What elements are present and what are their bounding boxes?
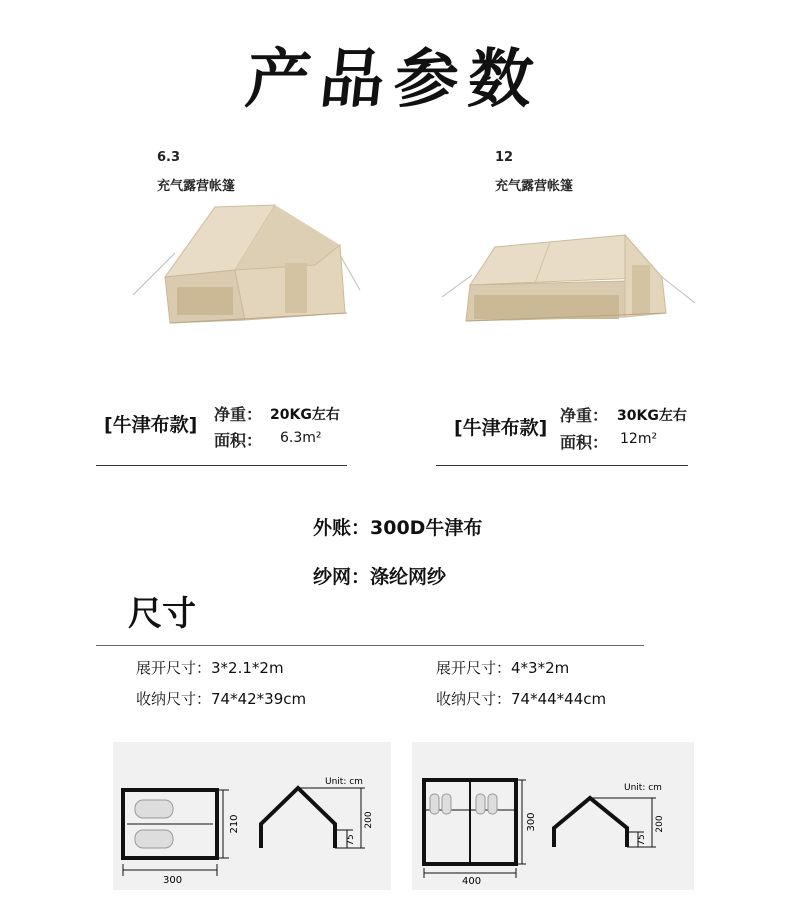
product-2-divider <box>436 465 688 466</box>
page-title: 产品参数 <box>242 42 547 117</box>
dimension-drawing-small <box>113 742 391 890</box>
sleeping-pad-icon <box>476 794 485 814</box>
wall-height-label: 75 <box>637 834 647 846</box>
tent-photo-large <box>440 225 700 335</box>
sleeping-pad-icon <box>135 830 173 848</box>
product-2-weight-value: 30KG左右 <box>617 408 687 424</box>
product-2-weight-key: 净重： <box>560 406 609 425</box>
tent-photo-small <box>125 195 365 330</box>
product-2-area-value: 12m² <box>620 431 658 447</box>
tent-profile-outline <box>554 798 627 847</box>
product-1-area-value: 6.3m² <box>280 430 322 446</box>
product-1-name: 充气露营帐篷 <box>157 179 236 194</box>
sleeping-pad-icon <box>488 794 497 814</box>
product-1-number: 6.3 <box>157 150 181 165</box>
dimension-drawing-large <box>412 742 694 890</box>
product-1-divider <box>96 465 347 466</box>
left-unfolded-size: 展开尺寸：3*2.1*2m <box>136 659 284 677</box>
unit-label: Unit: cm <box>325 777 363 787</box>
product-2-name: 充气露营帐篷 <box>495 179 574 194</box>
material-mesh: 纱网：涤纶网纱 <box>313 566 447 588</box>
sleeping-pad-icon <box>442 794 451 814</box>
sleeping-pad-icon <box>430 794 439 814</box>
product-2-variant: [牛津布款] <box>454 417 548 439</box>
product-2-area-key: 面积： <box>560 433 609 452</box>
tent-profile-outline <box>261 788 335 848</box>
wall-height-label: 75 <box>346 834 356 846</box>
product-1-variant: [牛津布款] <box>104 414 198 436</box>
plan-width-label: 300 <box>163 875 183 886</box>
right-packed-size: 收纳尺寸：74*44*44cm <box>436 690 607 708</box>
right-unfolded-size: 展开尺寸：4*3*2m <box>436 659 570 677</box>
size-section-divider <box>96 645 644 646</box>
sleeping-pad-icon <box>135 800 173 818</box>
product-2-number: 12 <box>495 150 514 165</box>
product-1-weight-value: 20KG左右 <box>270 407 340 423</box>
product-1-area-key: 面积： <box>214 431 263 450</box>
material-outer: 外账：300D牛津布 <box>313 517 483 539</box>
product-1-weight-key: 净重： <box>214 405 263 424</box>
unit-label: Unit: cm <box>624 783 662 793</box>
left-packed-size: 收纳尺寸：74*42*39cm <box>136 690 307 708</box>
plan-depth-label: 210 <box>229 814 240 834</box>
total-height-label: 200 <box>364 811 374 829</box>
plan-depth-label: 300 <box>526 812 537 832</box>
diagram-panel-large <box>412 742 694 890</box>
size-section-title: 尺寸 <box>128 594 196 634</box>
total-height-label: 200 <box>655 815 665 833</box>
plan-width-label: 400 <box>462 876 482 887</box>
diagram-panel-small <box>113 742 391 890</box>
